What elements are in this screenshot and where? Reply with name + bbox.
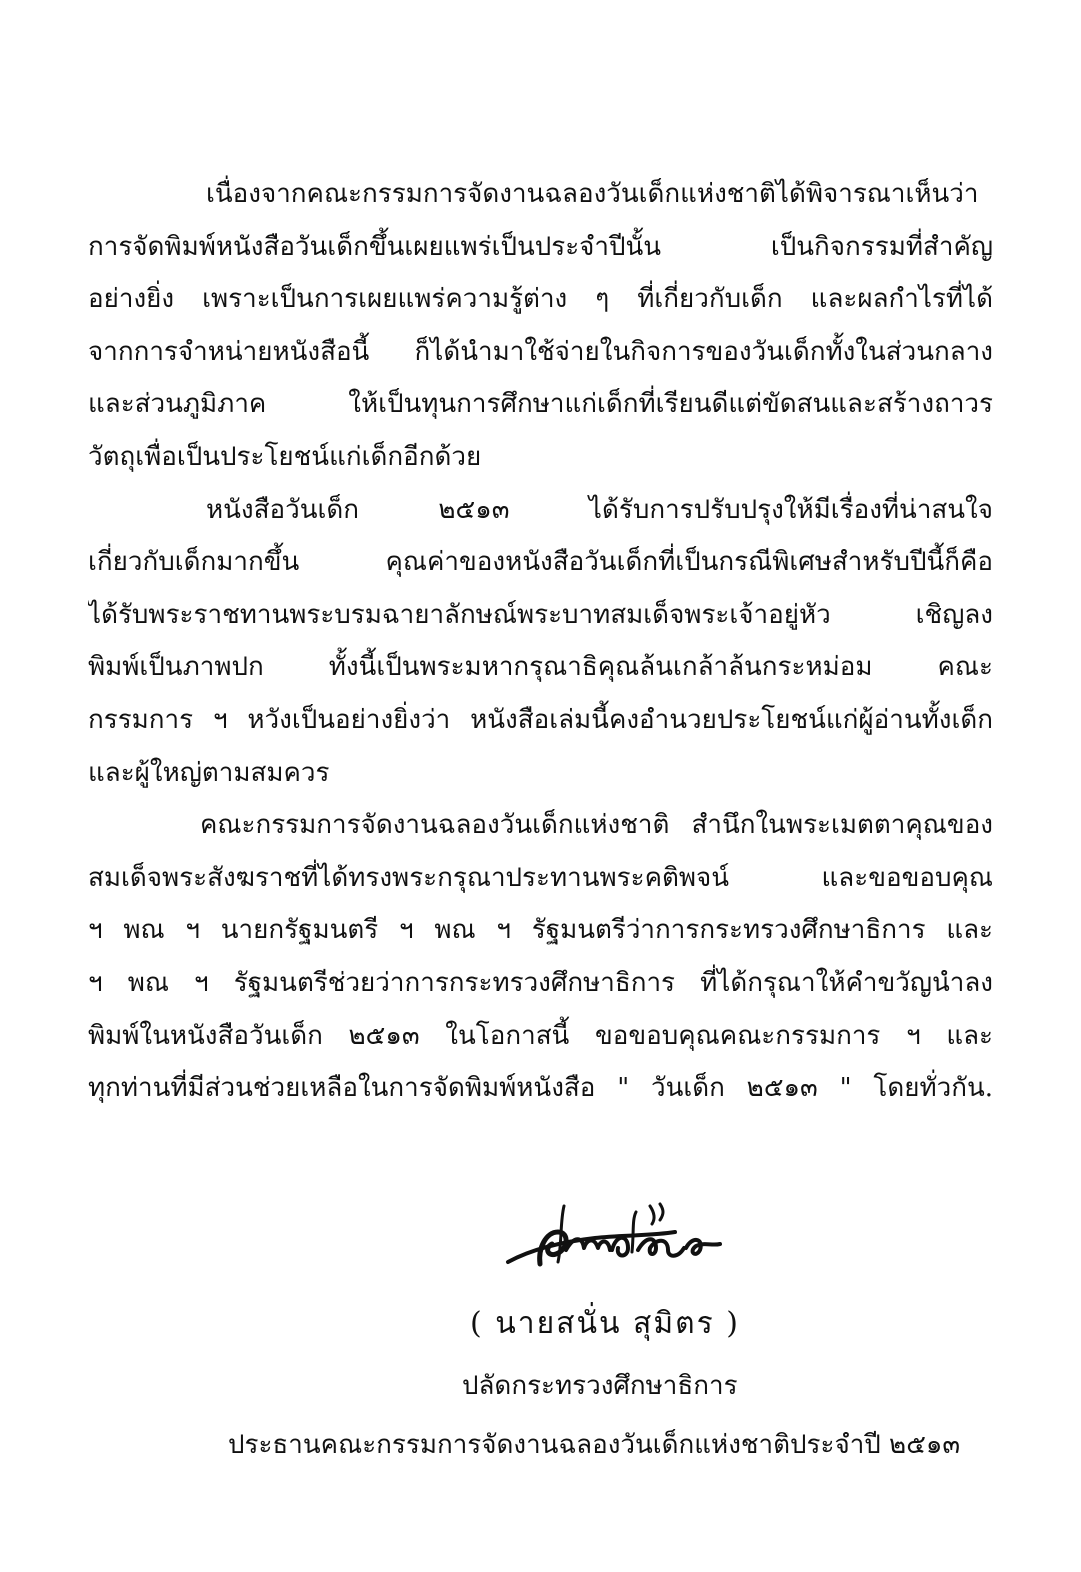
handwritten-signature [500,1192,730,1292]
paragraph-3-line-5: พิมพ์ในหนังสือวันเด็ก ๒๕๑๓ ในโอกาสนี้ ขอขอบคุณคณะกรรมการ ฯ และ [88,1020,993,1051]
paragraph-2-line-2: เกี่ยวกับเด็กมากขึ้น คุณค่าของหนังสือวันเด็กที่เป็นกรณีพิเศษสำหรับปีนี้ก็คือ [88,547,993,578]
paragraph-2-line-6: และผู้ใหญ่ตามสมควร [88,757,330,788]
paragraph-2-line-4: พิมพ์เป็นภาพปก ทั้งนี้เป็นพระมหากรุณาธิคุณล้นเกล้าล้นกระหม่อม คณะ [88,652,993,683]
paragraph-1-line-3: อย่างยิ่ง เพราะเป็นการเผยแพร่ความรู้ต่าง ๆ ที่เกี่ยวกับเด็ก และผลกำไรที่ได้ [88,284,993,315]
paragraph-3-line-4: ฯ พณ ฯ รัฐมนตรีช่วยว่าการกระทรวงศึกษาธิการ ที่ได้กรุณาให้คำขวัญนำลง [88,967,993,998]
letter-body [88,168,993,1115]
paragraph-1-line-2: การจัดพิมพ์หนังสือวันเด็กขึ้นเผยแพร่เป็นประจำปีนั้น เป็นกิจกรรมที่สำคัญ [88,231,993,262]
paragraph-3-line-1: คณะกรรมการจัดงานฉลองวันเด็กแห่งชาติ สำนึกในพระเมตตาคุณของ [200,810,993,841]
signer-name: ( นายสนั่น สุมิตร ) [470,1306,740,1341]
paragraph-1-line-6: วัตถุเพื่อเป็นประโยชน์แก่เด็กอีกด้วย [88,441,482,472]
paragraph-3-line-6: ทุกท่านที่มีส่วนช่วยเหลือในการจัดพิมพ์หนังสือ " วันเด็ก ๒๕๑๓ " โดยทั่วกัน. [88,1073,993,1104]
signer-role: ประธานคณะกรรมการจัดงานฉลองวันเด็กแห่งชาติประจำปี ๒๕๑๓ [228,1430,961,1460]
paragraph-1-line-1: เนื่องจากคณะกรรมการจัดงานฉลองวันเด็กแห่งชาติได้พิจารณาเห็นว่า [206,179,979,209]
paragraph-1-line-5: และส่วนภูมิภาค ให้เป็นทุนการศึกษาแก่เด็กที่เรียนดีแต่ขัดสนและสร้างถาวร [88,389,993,420]
paragraph-1-line-4: จากการจำหน่ายหนังสือนี้ ก็ได้นำมาใช้จ่ายในกิจการของวันเด็กทั้งในส่วนกลาง [88,336,993,367]
paragraph-3-line-2: สมเด็จพระสังฆราชที่ได้ทรงพระกรุณาประทานพระคติพจน์ และขอขอบคุณ [88,862,993,893]
paragraph-2-line-1: หนังสือวันเด็ก ๒๕๑๓ ได้รับการปรับปรุงให้มีเรื่องที่น่าสนใจ [206,494,993,525]
paragraph-2-line-3: ได้รับพระราชทานพระบรมฉายาลักษณ์พระบาทสมเด็จพระเจ้าอยู่หัว เชิญลง [88,599,993,630]
paragraph-2-line-5: กรรมการ ฯ หวังเป็นอย่างยิ่งว่า หนังสือเล่มนี้คงอำนวยประโยชน์แก่ผู้อ่านทั้งเด็ก [88,704,993,735]
signer-position: ปลัดกระทรวงศึกษาธิการ [462,1371,738,1401]
paragraph-3-line-3: ฯ พณ ฯ นายกรัฐมนตรี ฯ พณ ฯ รัฐมนตรีว่าการกระทรวงศึกษาธิการ และ [88,915,993,946]
